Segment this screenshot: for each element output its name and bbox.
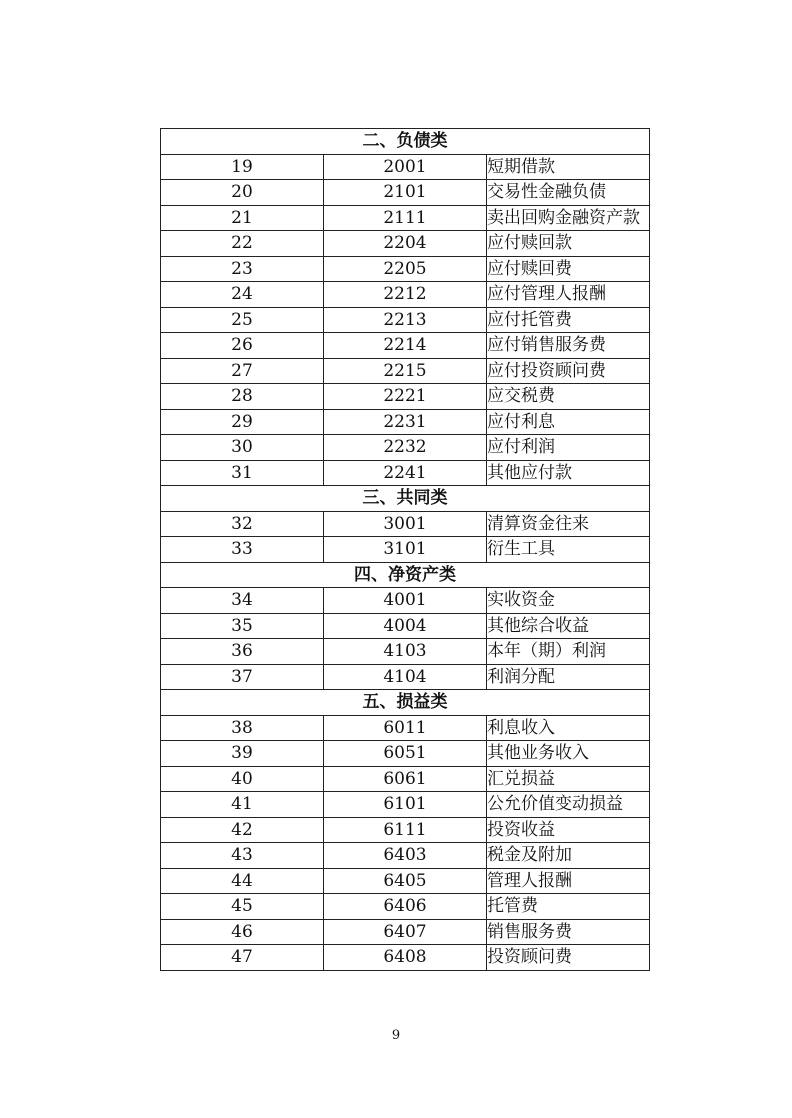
account-code-cell: 6408 — [324, 945, 487, 971]
table-row — [161, 333, 650, 359]
row-number-cell: 28 — [161, 384, 324, 410]
table-row — [161, 231, 650, 257]
table-row — [161, 664, 650, 690]
account-code-cell: 4004 — [324, 613, 487, 639]
table-row — [161, 715, 650, 741]
table-row — [161, 945, 650, 971]
table-row — [161, 180, 650, 206]
row-number-cell: 37 — [161, 664, 324, 690]
section-title: 四、净资产类 — [161, 562, 650, 588]
account-name-cell: 衍生工具 — [487, 537, 650, 563]
row-number-cell: 44 — [161, 868, 324, 894]
row-number-cell: 47 — [161, 945, 324, 971]
table-row — [161, 205, 650, 231]
table-row — [161, 639, 650, 665]
table-row — [161, 588, 650, 614]
account-name-cell: 其他综合收益 — [487, 613, 650, 639]
account-name-cell: 应交税费 — [487, 384, 650, 410]
row-number-cell: 35 — [161, 613, 324, 639]
account-name-cell: 短期借款 — [487, 154, 650, 180]
account-name-cell: 其他应付款 — [487, 460, 650, 486]
account-code-cell: 4104 — [324, 664, 487, 690]
row-number-cell: 20 — [161, 180, 324, 206]
account-name-cell: 管理人报酬 — [487, 868, 650, 894]
account-code-cell: 2204 — [324, 231, 487, 257]
account-name-cell: 应付赎回费 — [487, 256, 650, 282]
account-name-cell: 托管费 — [487, 894, 650, 920]
row-number-cell: 24 — [161, 282, 324, 308]
account-name-cell: 应付利润 — [487, 435, 650, 461]
account-code-cell: 6406 — [324, 894, 487, 920]
table-row — [161, 537, 650, 563]
account-code-cell: 6407 — [324, 919, 487, 945]
table-row — [161, 919, 650, 945]
account-name-cell: 汇兑损益 — [487, 766, 650, 792]
row-number-cell: 25 — [161, 307, 324, 333]
row-number-cell: 42 — [161, 817, 324, 843]
account-code-cell: 2214 — [324, 333, 487, 359]
table-row — [161, 282, 650, 308]
account-code-cell: 2241 — [324, 460, 487, 486]
account-name-cell: 交易性金融负债 — [487, 180, 650, 206]
row-number-cell: 21 — [161, 205, 324, 231]
account-code-cell: 2215 — [324, 358, 487, 384]
row-number-cell: 32 — [161, 511, 324, 537]
account-code-cell: 6011 — [324, 715, 487, 741]
table-row — [161, 766, 650, 792]
section-header-row — [161, 129, 650, 155]
section-header-row — [161, 562, 650, 588]
row-number-cell: 22 — [161, 231, 324, 257]
table-row — [161, 384, 650, 410]
row-number-cell: 30 — [161, 435, 324, 461]
account-name-cell: 其他业务收入 — [487, 741, 650, 767]
account-name-cell: 利润分配 — [487, 664, 650, 690]
row-number-cell: 19 — [161, 154, 324, 180]
account-name-cell: 应付投资顾问费 — [487, 358, 650, 384]
account-name-cell: 利息收入 — [487, 715, 650, 741]
account-name-cell: 投资顾问费 — [487, 945, 650, 971]
row-number-cell: 43 — [161, 843, 324, 869]
section-title: 五、损益类 — [161, 690, 650, 716]
row-number-cell: 39 — [161, 741, 324, 767]
account-name-cell: 投资收益 — [487, 817, 650, 843]
account-code-cell: 2212 — [324, 282, 487, 308]
row-number-cell: 23 — [161, 256, 324, 282]
account-code-cell: 2221 — [324, 384, 487, 410]
table-row — [161, 256, 650, 282]
table-row — [161, 613, 650, 639]
account-code-cell: 2232 — [324, 435, 487, 461]
accounts-table-container — [160, 128, 650, 971]
row-number-cell: 31 — [161, 460, 324, 486]
row-number-cell: 33 — [161, 537, 324, 563]
account-name-cell: 应付利息 — [487, 409, 650, 435]
table-row — [161, 409, 650, 435]
account-code-cell: 2231 — [324, 409, 487, 435]
account-name-cell: 清算资金往来 — [487, 511, 650, 537]
table-row — [161, 435, 650, 461]
table-row — [161, 792, 650, 818]
row-number-cell: 27 — [161, 358, 324, 384]
account-name-cell: 应付赎回款 — [487, 231, 650, 257]
table-row — [161, 843, 650, 869]
section-header-row — [161, 486, 650, 512]
table-row — [161, 307, 650, 333]
account-code-cell: 6101 — [324, 792, 487, 818]
accounts-table-body — [161, 129, 650, 971]
row-number-cell: 40 — [161, 766, 324, 792]
row-number-cell: 45 — [161, 894, 324, 920]
account-code-cell: 6061 — [324, 766, 487, 792]
account-name-cell: 应付销售服务费 — [487, 333, 650, 359]
account-name-cell: 本年（期）利润 — [487, 639, 650, 665]
row-number-cell: 46 — [161, 919, 324, 945]
account-code-cell: 2213 — [324, 307, 487, 333]
section-title: 三、共同类 — [161, 486, 650, 512]
row-number-cell: 29 — [161, 409, 324, 435]
account-name-cell: 应付管理人报酬 — [487, 282, 650, 308]
account-name-cell: 销售服务费 — [487, 919, 650, 945]
account-code-cell: 6403 — [324, 843, 487, 869]
section-title: 二、负债类 — [161, 129, 650, 155]
row-number-cell: 41 — [161, 792, 324, 818]
table-row — [161, 511, 650, 537]
row-number-cell: 26 — [161, 333, 324, 359]
account-code-cell: 3101 — [324, 537, 487, 563]
table-row — [161, 358, 650, 384]
account-code-cell: 6051 — [324, 741, 487, 767]
account-name-cell: 税金及附加 — [487, 843, 650, 869]
account-code-cell: 2101 — [324, 180, 487, 206]
table-row — [161, 894, 650, 920]
account-name-cell: 卖出回购金融资产款 — [487, 205, 650, 231]
account-code-cell: 6111 — [324, 817, 487, 843]
table-row — [161, 154, 650, 180]
table-row — [161, 460, 650, 486]
account-code-cell: 2111 — [324, 205, 487, 231]
account-code-cell: 4103 — [324, 639, 487, 665]
table-row — [161, 868, 650, 894]
account-name-cell: 实收资金 — [487, 588, 650, 614]
row-number-cell: 34 — [161, 588, 324, 614]
account-code-cell: 3001 — [324, 511, 487, 537]
account-code-cell: 6405 — [324, 868, 487, 894]
section-header-row — [161, 690, 650, 716]
accounts-table — [160, 128, 650, 971]
row-number-cell: 38 — [161, 715, 324, 741]
account-code-cell: 2001 — [324, 154, 487, 180]
page-number: 9 — [391, 1028, 401, 1043]
row-number-cell: 36 — [161, 639, 324, 665]
account-name-cell: 公允价值变动损益 — [487, 792, 650, 818]
account-code-cell: 4001 — [324, 588, 487, 614]
table-row — [161, 817, 650, 843]
account-code-cell: 2205 — [324, 256, 487, 282]
table-row — [161, 741, 650, 767]
account-name-cell: 应付托管费 — [487, 307, 650, 333]
